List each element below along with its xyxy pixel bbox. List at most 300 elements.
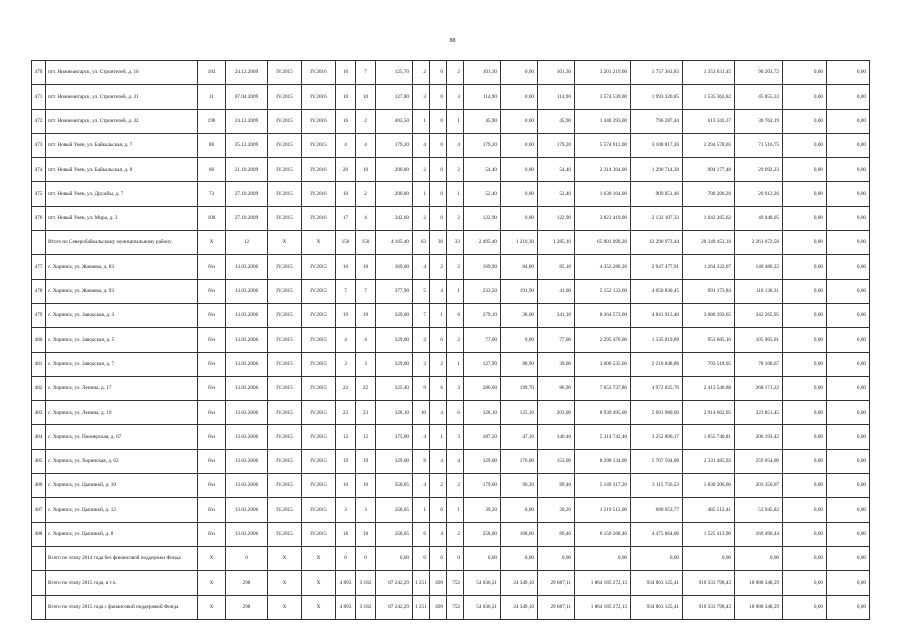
table-cell: 19 — [356, 303, 376, 327]
table-cell: Х — [268, 546, 302, 570]
table-cell: IV.2015 — [302, 498, 336, 522]
table-cell: 0,00 — [827, 425, 870, 449]
table-cell: 5 152 133,60 — [575, 279, 631, 303]
table-cell: 0,00 — [827, 85, 870, 109]
table-cell: 0,00 — [827, 61, 870, 85]
table-cell: 259 054,00 — [735, 449, 783, 473]
table-cell: 476 — [32, 206, 46, 230]
table-cell: 0,00 — [783, 498, 827, 522]
table-cell: с. Хоринск, ул. Цыпиной, д. 10 — [46, 474, 198, 498]
table-cell: 1 353 631,45 — [683, 61, 735, 85]
table-cell: 473 — [32, 133, 46, 157]
table-cell: 2 331 485,92 — [683, 449, 735, 473]
table-cell: 2 — [430, 255, 447, 279]
table-cell: 4 — [413, 133, 430, 157]
table-cell: 1 535 362,82 — [683, 85, 735, 109]
table-cell: 1 — [447, 182, 464, 206]
table-cell: 38,00 — [501, 303, 538, 327]
table-cell: Х — [198, 231, 226, 255]
table-cell: 0 — [447, 546, 464, 570]
table-cell: 4 352 280,26 — [575, 255, 631, 279]
table-cell: 0,00 — [827, 522, 870, 546]
table-cell: IV.2015 — [302, 328, 336, 352]
table-cell: 0,00 — [827, 376, 870, 400]
table-cell: 12 — [336, 425, 356, 449]
table-cell: IV.2015 — [268, 109, 302, 133]
table-cell: 140,40 — [538, 425, 575, 449]
table-cell: 953 685,10 — [683, 328, 735, 352]
table-cell: 4 972 025,70 — [631, 376, 683, 400]
table-cell: 1 — [447, 498, 464, 522]
table-cell: 2 — [413, 158, 430, 182]
table-cell: 179,20 — [464, 133, 501, 157]
table-cell: 0,00 — [683, 546, 735, 570]
table-cell: 329,00 — [376, 352, 413, 376]
table-cell: 5 574 912,00 — [575, 133, 631, 157]
table-cell: с. Хоринск, ул. Ленина, д. 17 — [46, 376, 198, 400]
table-row — [32, 255, 870, 279]
table-cell: IV.2015 — [302, 255, 336, 279]
table-cell: 1 335 819,89 — [631, 328, 683, 352]
table-cell: 1 251 — [413, 571, 430, 595]
table-cell: Х — [268, 595, 302, 619]
table-cell: Х — [198, 595, 226, 619]
table-cell: 153,00 — [538, 449, 575, 473]
table-cell: 1 251 — [413, 595, 430, 619]
table-row — [32, 303, 870, 327]
table-cell: с. Хоринск, ул. Заводская, д. 3 — [46, 303, 198, 327]
table-cell: 499 — [430, 595, 447, 619]
table-cell: 369,00 — [376, 255, 413, 279]
table-cell: IV.2015 — [268, 61, 302, 85]
table-cell: Всего по этапу 2014 года без финансовой поддержки Фонда — [46, 546, 198, 570]
table-cell: 0,00 — [827, 546, 870, 570]
table-cell: 2 — [430, 474, 447, 498]
table-cell: 328,10 — [376, 401, 413, 425]
table-cell: IV.2015 — [268, 498, 302, 522]
table-cell: 52,40 — [538, 182, 575, 206]
table-cell: 0 — [430, 158, 447, 182]
table-cell: 3 000 535,60 — [575, 352, 631, 376]
table-cell: 10 — [356, 474, 376, 498]
table-cell: IV.2015 — [268, 328, 302, 352]
table-cell: 33 — [447, 231, 464, 255]
table-cell: 484 — [32, 425, 46, 449]
table-cell: 45 855,33 — [735, 85, 783, 109]
table-cell: 13.03.2006 — [226, 303, 268, 327]
table-cell: 0,00 — [827, 303, 870, 327]
table-cell: 0,00 — [783, 571, 827, 595]
table-cell: 88,90 — [501, 352, 538, 376]
table-cell: б/н — [198, 255, 226, 279]
table-cell: 0,00 — [827, 401, 870, 425]
table-cell: 89,40 — [538, 474, 575, 498]
table-cell: 10 — [336, 85, 356, 109]
total-row — [32, 595, 870, 619]
table-cell: 3 — [413, 85, 430, 109]
table-cell: IV.2015 — [268, 182, 302, 206]
table-cell: 87 242,29 — [376, 595, 413, 619]
table-row — [32, 328, 870, 352]
table-cell: 329,00 — [376, 328, 413, 352]
table-cell: 6 150 268,40 — [575, 522, 631, 546]
table-cell: 3 — [356, 352, 376, 376]
table-cell: 752 — [447, 595, 464, 619]
table-cell: 483 — [32, 401, 46, 425]
table-cell: 478 — [32, 279, 46, 303]
table-cell: 27.10.2009 — [226, 206, 268, 230]
table-cell: 5 314 742,40 — [575, 425, 631, 449]
table-cell: с. Хоринск, ул. Пионерская, д. 67 — [46, 425, 198, 449]
table-cell: 2 — [413, 328, 430, 352]
table-cell: 3 — [447, 376, 464, 400]
table-cell: 477 — [32, 255, 46, 279]
table-cell: 4 841 913,40 — [631, 303, 683, 327]
table-cell: IV.2015 — [302, 352, 336, 376]
table-cell — [32, 595, 46, 619]
table-cell: 125,70 — [376, 61, 413, 85]
table-cell: 5 149 317,20 — [575, 474, 631, 498]
table-cell: 13.03.2006 — [226, 425, 268, 449]
table-cell: 3 252 806,17 — [631, 425, 683, 449]
table-cell: 1 — [413, 182, 430, 206]
table-cell: 480 — [32, 328, 46, 352]
table-cell: 0,00 — [783, 231, 827, 255]
table-cell: 342,60 — [376, 206, 413, 230]
table-cell: 10 — [336, 182, 356, 206]
table-cell: 0 — [430, 206, 447, 230]
table-cell: 10 — [336, 255, 356, 279]
table-cell: 2 — [356, 182, 376, 206]
table-cell: 20 912,26 — [735, 182, 783, 206]
table-cell: Х — [198, 546, 226, 570]
table-cell: 0 — [430, 109, 447, 133]
table-cell: 279,10 — [464, 303, 501, 327]
table-cell: 24.12.2009 — [226, 61, 268, 85]
table-cell: 474 — [32, 158, 46, 182]
table-cell: IV.2015 — [302, 133, 336, 157]
table-cell: 994 177,48 — [683, 158, 735, 182]
table-cell: 18 988 348,29 — [735, 571, 783, 595]
table-cell: 90 203,72 — [735, 61, 783, 85]
table-cell: 53 945,82 — [735, 498, 783, 522]
table-cell: 73 — [198, 182, 226, 206]
table-cell: 0,00 — [501, 158, 538, 182]
table-cell: IV.2015 — [268, 401, 302, 425]
table-cell: Х — [268, 231, 302, 255]
table-cell: 0,00 — [783, 401, 827, 425]
table-cell: 472 — [32, 109, 46, 133]
table-cell: 90,20 — [501, 474, 538, 498]
table-cell: 0,00 — [783, 352, 827, 376]
table-cell: б/н — [198, 522, 226, 546]
table-cell: 0,00 — [501, 206, 538, 230]
table-cell: 991 173,84 — [683, 279, 735, 303]
table-cell: пгт. Новый Уоян, ул. Дружбы, д. 7 — [46, 182, 198, 206]
table-cell: 2 — [356, 109, 376, 133]
table-row — [32, 231, 870, 255]
table-cell: 77,00 — [538, 328, 575, 352]
table-cell: 3 — [336, 352, 356, 376]
table-cell: 4 — [430, 449, 447, 473]
table-cell: 1 830 206,60 — [683, 474, 735, 498]
table-cell: 179,60 — [464, 474, 501, 498]
table-cell: 358,05 — [376, 498, 413, 522]
table-cell: 168,60 — [501, 522, 538, 546]
table-cell: 13.03.2006 — [226, 352, 268, 376]
table-cell: 13.03.2006 — [226, 474, 268, 498]
table-cell: 2 — [413, 206, 430, 230]
table-cell: 700 200,28 — [683, 182, 735, 206]
table-cell: 11 — [198, 85, 226, 109]
table-cell: 2 413 540,88 — [683, 376, 735, 400]
total-row — [32, 546, 870, 570]
table-cell: 8 930 495,00 — [575, 401, 631, 425]
table-cell: 325,40 — [376, 376, 413, 400]
table-cell: IV.2016 — [302, 85, 336, 109]
table-row — [32, 61, 870, 85]
program-table — [31, 60, 870, 620]
table-cell: 1 219 512,00 — [575, 498, 631, 522]
table-cell: 10 — [356, 255, 376, 279]
table-cell: 0,00 — [501, 61, 538, 85]
table-cell: 4 — [430, 522, 447, 546]
table-cell: 6 — [430, 376, 447, 400]
table-cell: пгт. Нижнеангарск, ул. Строителей, д. 31 — [46, 85, 198, 109]
table-row — [32, 109, 870, 133]
table-cell: с. Хоринск, ул. Цыпиной, д. 12 — [46, 498, 198, 522]
table-cell: IV.2015 — [268, 376, 302, 400]
table-cell: IV.2015 — [268, 352, 302, 376]
table-cell: 910 333 798,43 — [683, 571, 735, 595]
table-cell: 0,00 — [783, 474, 827, 498]
table-cell: 0,00 — [783, 425, 827, 449]
table-cell: 183 — [198, 61, 226, 85]
table-cell: 84,80 — [501, 255, 538, 279]
table-cell: 0,00 — [501, 546, 538, 570]
table-cell: 24 349,10 — [501, 595, 538, 619]
table-cell: 39,20 — [538, 498, 575, 522]
table-cell: 1 993 320,85 — [631, 85, 683, 109]
table-cell: 0,00 — [783, 85, 827, 109]
table-cell: 1 — [430, 425, 447, 449]
table-cell: 4 — [447, 133, 464, 157]
table-cell: IV.2016 — [302, 109, 336, 133]
table-cell: 191,90 — [501, 279, 538, 303]
table-cell: 0 — [430, 546, 447, 570]
table-cell — [32, 231, 46, 255]
table-cell: 329,00 — [376, 303, 413, 327]
table-cell: 24.12.2009 — [226, 109, 268, 133]
table-cell: 125,10 — [501, 401, 538, 425]
table-cell: 4 893 — [336, 595, 356, 619]
table-cell: б/н — [198, 474, 226, 498]
table-row — [32, 182, 870, 206]
table-cell: 1 — [413, 109, 430, 133]
table-cell: 2 261 072,58 — [735, 231, 783, 255]
table-cell: 27.10.2009 — [226, 182, 268, 206]
table-cell — [32, 571, 46, 595]
table-cell: 3 574 539,00 — [575, 85, 631, 109]
table-cell: 2 495,40 — [464, 231, 501, 255]
table-cell: 2 132 107,33 — [631, 206, 683, 230]
table-cell: 0 — [430, 133, 447, 157]
table-cell: 65 901 099,20 — [575, 231, 631, 255]
table-cell: 3 — [356, 498, 376, 522]
table-cell: б/н — [198, 425, 226, 449]
table-cell: 934 863 125,41 — [631, 595, 683, 619]
table-cell: б/н — [198, 401, 226, 425]
table-cell: 4 893 — [336, 571, 356, 595]
table-cell: IV.2015 — [302, 425, 336, 449]
table-cell: 7 — [356, 279, 376, 303]
table-cell: с. Хоринск, ул. Ленина, д. 19 — [46, 401, 198, 425]
table-cell: 7 653 737,80 — [575, 376, 631, 400]
table-cell: б/н — [198, 303, 226, 327]
table-cell: 298 — [226, 571, 268, 595]
table-cell: 6 — [447, 303, 464, 327]
table-cell: IV.2015 — [268, 449, 302, 473]
table-cell: 2 — [447, 61, 464, 85]
table-row — [32, 474, 870, 498]
table-cell: 1 525 413,90 — [683, 522, 735, 546]
table-cell: IV.2015 — [268, 474, 302, 498]
table-cell: 0,00 — [827, 109, 870, 133]
table-cell: 18 — [356, 522, 376, 546]
table-cell: IV.2015 — [268, 85, 302, 109]
table-cell: Всего по этапу 2015 года, в т.ч. — [46, 571, 198, 595]
table-cell: IV.2015 — [302, 449, 336, 473]
table-cell: 233,50 — [464, 279, 501, 303]
table-cell: 10 — [356, 85, 376, 109]
table-cell: IV.2015 — [302, 474, 336, 498]
table-cell: 0 — [226, 546, 268, 570]
table-cell: 0,00 — [827, 595, 870, 619]
table-cell: 286,60 — [464, 376, 501, 400]
table-cell: 4 — [356, 328, 376, 352]
table-cell: 4 — [413, 255, 430, 279]
table-cell: 328,10 — [464, 401, 501, 425]
table-cell: 4 — [413, 474, 430, 498]
table-cell: 1 440 393,00 — [575, 109, 631, 133]
table-cell: 3 182 — [356, 595, 376, 619]
table-cell: 206 193,42 — [735, 425, 783, 449]
table-cell: 470 — [32, 61, 46, 85]
table-cell: 0,00 — [501, 133, 538, 157]
table-cell: 47,10 — [501, 425, 538, 449]
table-cell: 4 — [447, 449, 464, 473]
table-cell: 0 — [336, 546, 356, 570]
table-cell: 7 — [413, 303, 430, 327]
table-cell: 200,80 — [376, 182, 413, 206]
table-cell: 8 — [413, 449, 430, 473]
table-cell: 329,00 — [464, 449, 501, 473]
table-cell: 19 — [336, 449, 356, 473]
table-cell: 203,00 — [538, 401, 575, 425]
table-cell: 0,00 — [827, 158, 870, 182]
table-row — [32, 425, 870, 449]
table-cell: 0,00 — [783, 328, 827, 352]
table-cell: 19 — [336, 303, 356, 327]
table-cell: 0,00 — [783, 303, 827, 327]
table-cell: 4 475 864,06 — [631, 522, 683, 546]
table-cell: 203 356,07 — [735, 474, 783, 498]
table-cell: 1 — [430, 303, 447, 327]
table-cell: 796 287,44 — [631, 109, 683, 133]
table-cell: 0,00 — [783, 182, 827, 206]
table-cell: 486 — [32, 474, 46, 498]
table-cell: 8 298 134,00 — [575, 449, 631, 473]
table-cell: IV.2015 — [268, 522, 302, 546]
table-cell: 105 965,01 — [735, 328, 783, 352]
table-cell: 0,00 — [501, 85, 538, 109]
table-cell: 29 687,11 — [538, 595, 575, 619]
table-cell: 0,00 — [631, 546, 683, 570]
table-cell: 39,20 — [464, 498, 501, 522]
table-cell: 3 182 — [356, 571, 376, 595]
table-cell: 934 863 125,41 — [631, 571, 683, 595]
table-cell: 342 265,95 — [735, 303, 783, 327]
table-cell: 19 — [356, 449, 376, 473]
table-cell: IV.2015 — [302, 303, 336, 327]
table-cell: IV.2015 — [268, 133, 302, 157]
table-cell: 680 053,77 — [631, 498, 683, 522]
table-cell: 54 036,21 — [464, 595, 501, 619]
table-cell: IV.2015 — [268, 303, 302, 327]
table-cell: 482 — [32, 376, 46, 400]
table-cell: 0,00 — [376, 546, 413, 570]
total-row — [32, 571, 870, 595]
table-cell: IV.2015 — [268, 158, 302, 182]
table-cell: 298 — [226, 595, 268, 619]
table-cell: 358,05 — [376, 474, 413, 498]
table-cell: 0 — [430, 328, 447, 352]
table-body — [32, 61, 870, 620]
table-cell: 910 333 798,43 — [683, 595, 735, 619]
table-cell: 45,90 — [464, 109, 501, 133]
table-cell: 0,00 — [783, 595, 827, 619]
table-cell: IV.2015 — [302, 401, 336, 425]
table-cell: 10 — [413, 401, 430, 425]
table-cell: 122,90 — [464, 206, 501, 230]
table-cell: IV.2016 — [302, 206, 336, 230]
table-cell: 1 285,10 — [538, 231, 575, 255]
table-row — [32, 85, 870, 109]
table-cell: IV.2015 — [302, 279, 336, 303]
table-cell: 0,00 — [783, 206, 827, 230]
table-cell: 0,00 — [827, 352, 870, 376]
table-cell: 1 210,30 — [501, 231, 538, 255]
table-cell: 0,00 — [464, 546, 501, 570]
table-cell: Х — [302, 546, 336, 570]
table-cell: б/н — [198, 449, 226, 473]
table-cell: 0,00 — [783, 255, 827, 279]
table-cell: 13.03.2006 — [226, 498, 268, 522]
table-cell: 30 762,19 — [735, 109, 783, 133]
table-cell: 20 349 453,18 — [683, 231, 735, 255]
table-cell: 481 — [32, 352, 46, 376]
table-cell: 12 — [226, 231, 268, 255]
table-cell: 4 — [430, 279, 447, 303]
table-cell: 3 — [447, 85, 464, 109]
table-cell: с. Хоринск, ул. Цыпиной, д. 8 — [46, 522, 198, 546]
table-cell: 909 051,46 — [631, 182, 683, 206]
table-cell: 1 — [447, 352, 464, 376]
table-cell: 4 — [336, 328, 356, 352]
table-cell: 78 168,67 — [735, 352, 783, 376]
table-cell: Х — [302, 595, 336, 619]
table-cell: 89,40 — [538, 522, 575, 546]
